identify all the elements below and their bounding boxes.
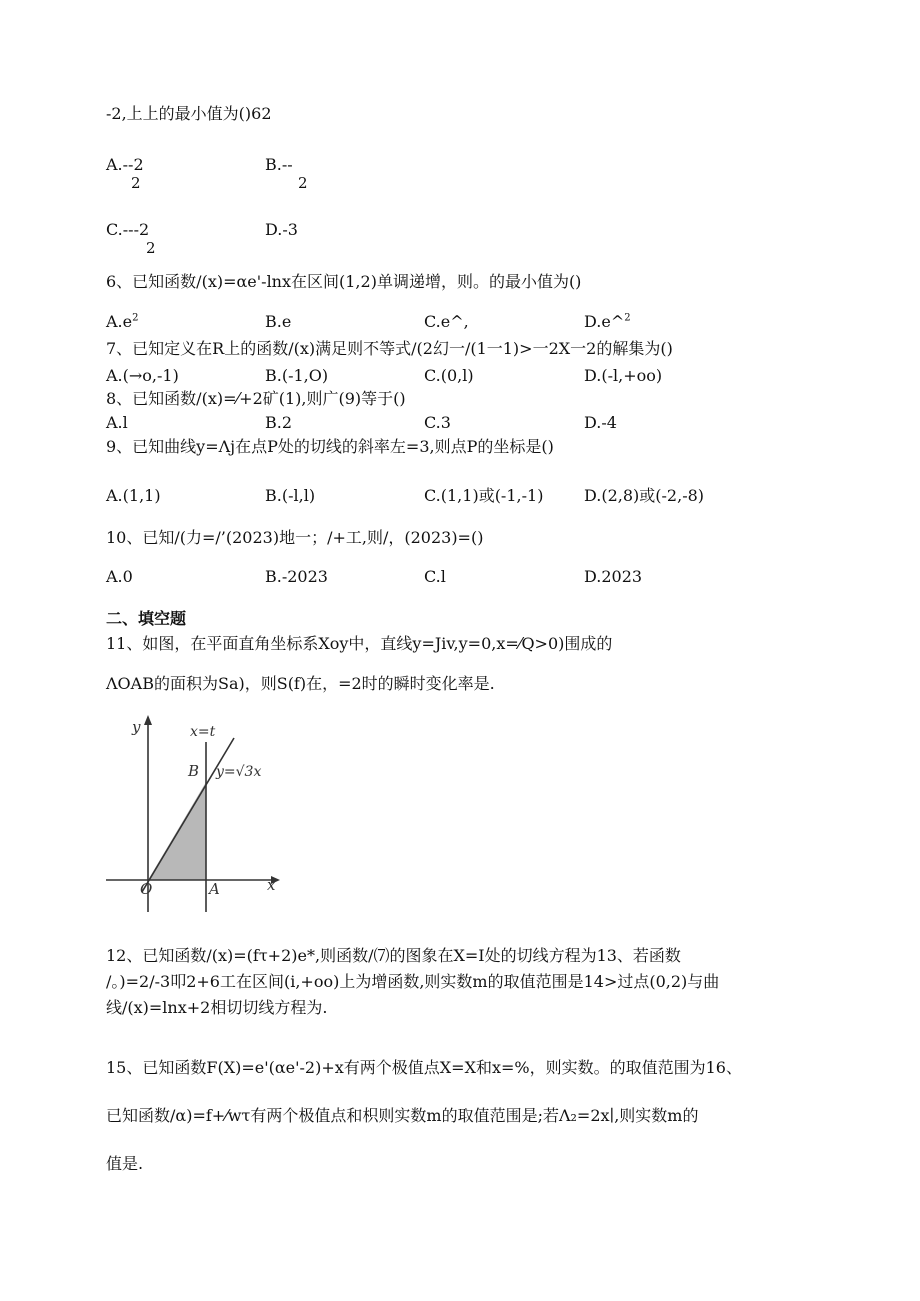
q14-line-3: 线/(x)=lnx+2相切切线方程为.	[106, 998, 328, 1017]
q15-line-1: 15、已知函数F(X)=e'(αe'-2)+x有两个极值点X=X和x=%，则实数。的取值范围为16、	[106, 1058, 742, 1077]
q5-stem: -2,上上的最小值为()62	[106, 104, 272, 123]
q9-stem: 9、已知曲线y=Λj在点P处的切线的斜率左=3,则点P的坐标是()	[106, 437, 554, 456]
q7-stem: 7、已知定义在R上的函数/(x)满足则不等式/(2幻一/(1一1)>一2X一2的解集为()	[106, 339, 673, 358]
label-a: A	[209, 880, 220, 898]
q9-option-a: A.(1,1)	[106, 486, 161, 505]
label-x: x	[267, 876, 276, 894]
section-title-fill-in: 二、填空题	[106, 609, 187, 628]
q13-line-2: /。)=2/-3叩2+6工在区间(i,+oo)上为增函数,则实数m的取值范围是14>过点(0,2)与曲	[106, 972, 720, 991]
q9-option-d: D.(2,8)或(-2,-8)	[584, 486, 705, 505]
q5-option-b-denominator: 2	[298, 174, 308, 192]
label-b: B	[188, 762, 200, 780]
q6-option-c: C.e^,	[424, 312, 469, 331]
q6-option-b: B.e	[265, 312, 292, 331]
label-y: y	[132, 718, 141, 736]
q8-option-c: C.3	[424, 413, 451, 432]
q11-line-1: 11、如图，在平面直角坐标系Xoy中，直线y=Jiv,y=0,x=⁄Q>0)围成的	[106, 634, 613, 653]
q8-option-b: B.2	[265, 413, 293, 432]
q11-line-2: ΛOAB的面积为Sa)，则S(f)在，=2时的瞬时变化率是.	[106, 674, 495, 693]
triangle-oab-shading	[148, 782, 206, 880]
q16-line-2: 已知函数/α)=f+⁄wτ有两个极值点和枳则实数m的取值范围是;若Λ₂=2x∣,则实数m的	[106, 1106, 699, 1125]
q8-option-a: A.l	[106, 413, 128, 432]
q7-option-c: C.(0,l)	[424, 366, 474, 385]
q5-option-b: B.--	[265, 155, 293, 174]
q7-option-d: D.(-l,+oo)	[584, 366, 663, 385]
q8-stem: 8、已知函数/(x)=⁄+2矿(1),则广(9)等于()	[106, 389, 406, 408]
q7-option-b: B.(-1,O)	[265, 366, 329, 385]
q7-option-a: A.(→o,-1)	[106, 366, 179, 385]
q5-option-a: A.--2	[106, 155, 144, 174]
q6-stem: 6、已知函数/(x)=αe'-lnx在区间(1,2)单调递增，则。的最小值为()	[106, 272, 582, 291]
label-y-sqrt3x: y=√3x	[216, 764, 262, 780]
q10-stem: 10、已知/(力=/’(2023)地一；/+工,则/，(2023)=()	[106, 528, 484, 547]
q10-option-a: A.0	[106, 567, 133, 586]
label-x-equals-t: x=t	[190, 724, 216, 740]
q6-option-a-exponent: 2	[132, 312, 139, 324]
q9-option-b: B.(-l,l)	[265, 486, 316, 505]
q6-option-d-exponent: 2	[624, 312, 631, 324]
q5-option-a-denominator: 2	[131, 174, 141, 192]
q9-option-c: C.(1,1)或(-1,-1)	[424, 486, 544, 505]
q5-option-d: D.-3	[265, 220, 298, 239]
q6-option-d: D.e^$^2$	[584, 312, 631, 331]
q10-option-b: B.-2023	[265, 567, 328, 586]
q10-option-d: D.2023	[584, 567, 643, 586]
label-o: O	[140, 880, 153, 898]
q12-line-1: 12、已知函数/(x)=(fτ+2)e*,则函数/⑺的图象在X=I处的切线方程为13、若函数	[106, 946, 681, 965]
q8-option-d: D.-4	[584, 413, 617, 432]
q11-figure	[104, 712, 284, 912]
q10-option-c: C.l	[424, 567, 446, 586]
y-axis-arrow	[144, 715, 152, 725]
q16-line-3: 值是.	[106, 1154, 144, 1173]
q6-option-a: $A.e^2$	[106, 312, 139, 331]
q5-option-c-denominator: 2	[146, 239, 156, 257]
q5-option-c: C.---2	[106, 220, 150, 239]
